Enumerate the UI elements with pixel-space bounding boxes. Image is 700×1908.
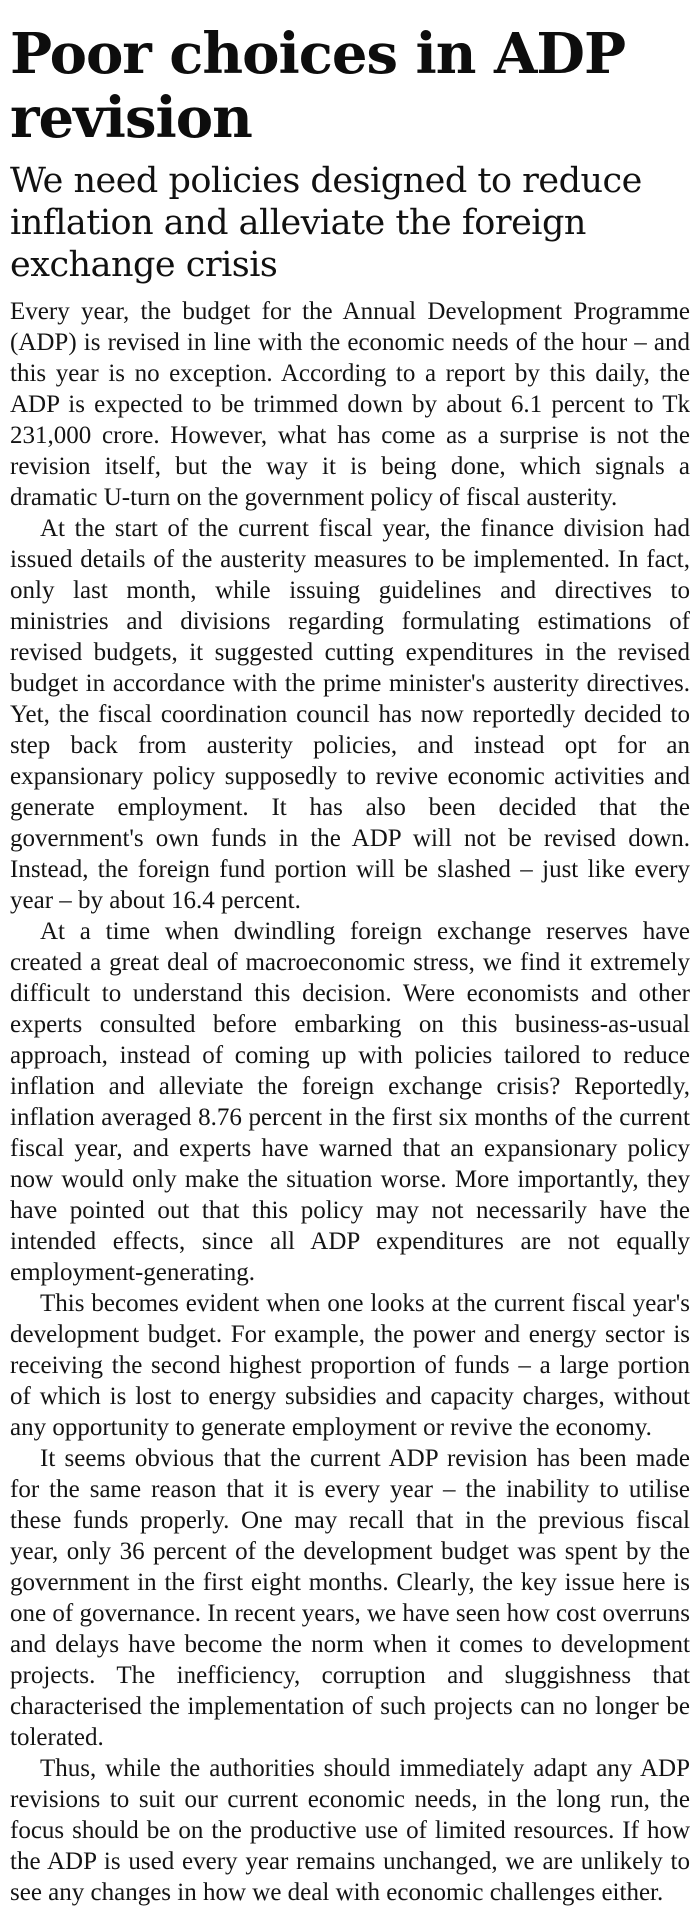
article-paragraph: This becomes evident when one looks at the current fiscal year's development budget. For example, the power and energy sector is receiving the second highest proportion of funds – a large portion of which is lost to energy subsidies and capacity charges, without any opportunity to generate employment or revive the economy. [10, 1290, 690, 1441]
article-paragraph: At the start of the current fiscal year, the finance division had issued details of the austerity measures to be implemented. In fact, only last month, while issuing guidelines and directives to ministries and divisions regarding formulating estimations of revised budgets, it suggested cutting expenditures in the revised budget in accordance with the prime minister's austerity directives. Yet, the fiscal coordination council has now reportedly decided to step back from austerity policies, and instead opt for an expansionary policy supposedly to revive economic activities and generate employment. It has also been decided that the government's own funds in the ADP will not be revised down. Instead, the foreign fund portion will be slashed – just like every year – by about 16.4 percent. [10, 515, 690, 914]
article-paragraph: Every year, the budget for the Annual Development Programme (ADP) is revised in line with the economic needs of the hour – and this year is no exception. According to a report by this daily, the ADP is expected to be trimmed down by about 6.1 percent to Tk 231,000 crore. However, what has come as a surprise is not the revision itself, but the way it is being done, which signals a dramatic U-turn on the government policy of fiscal austerity. [10, 298, 690, 511]
article-body [10, 296, 690, 1908]
article-paragraph: Thus, while the authorities should immediately adapt any ADP revisions to suit our current economic needs, in the long run, the focus should be on the productive use of limited resources. If how the ADP is used every year remains unchanged, we are unlikely to see any changes in how we deal with economic challenges either. [10, 1755, 690, 1906]
article-subheadline: We need policies designed to reduce inflation and alleviate the foreign exchange crisis [10, 161, 642, 285]
article-headline: Poor choices in ADP revision [10, 21, 626, 151]
article-paragraph: It seems obvious that the current ADP revision has been made for the same reason that it is every year – the inability to utilise these funds properly. One may recall that in the previous fiscal year, only 36 percent of the development budget was spent by the government in the first eight months. Clearly, the key issue here is one of governance. In recent years, we have seen how cost overruns and delays have become the norm when it comes to development projects. The inefficiency, corruption and sluggishness that characterised the implementation of such projects can no longer be tolerated. [10, 1445, 690, 1751]
article-paragraph: At a time when dwindling foreign exchange reserves have created a great deal of macroeconomic stress, we find it extremely difficult to understand this decision. Were economists and other experts consulted before embarking on this business-as-usual approach, instead of coming up with policies tailored to reduce inflation and alleviate the foreign exchange crisis? Reportedly, inflation averaged 8.76 percent in the first six months of the current fiscal year, and experts have warned that an expansionary policy now would only make the situation worse. More importantly, they have pointed out that this policy may not necessarily have the intended effects, since all ADP expenditures are not equally employment-generating. [10, 918, 690, 1286]
